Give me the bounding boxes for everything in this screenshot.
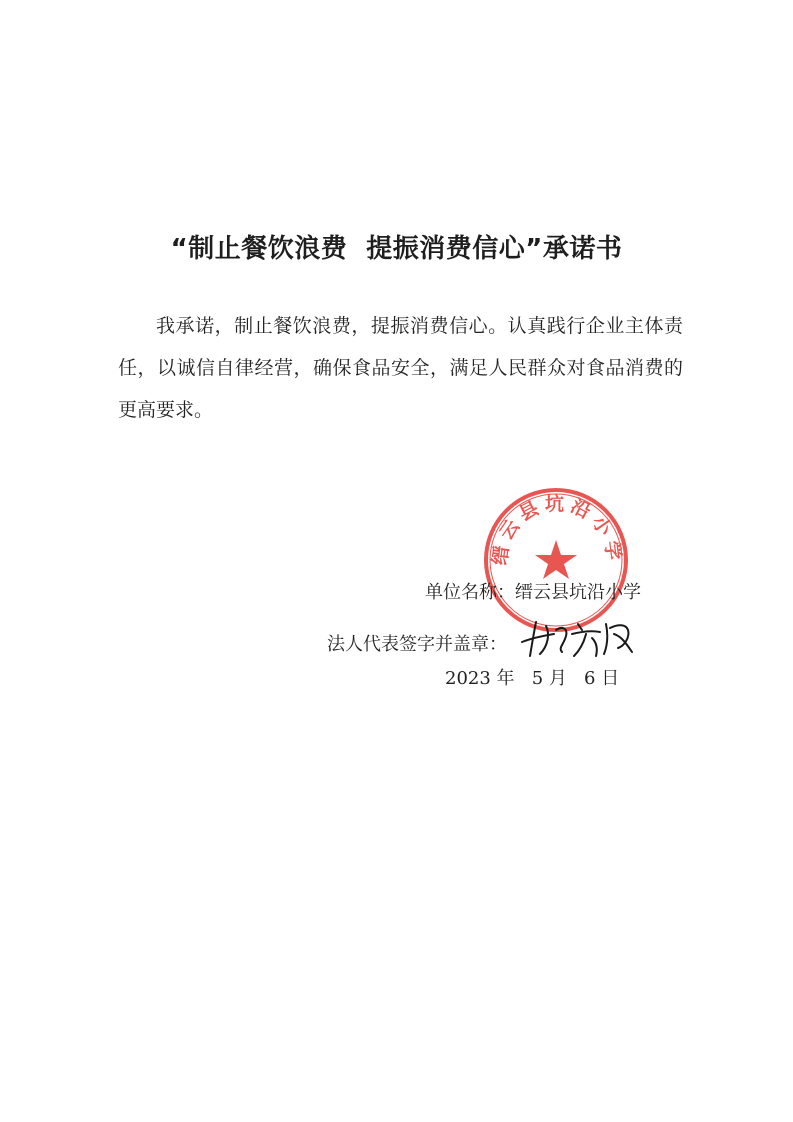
signature-graphic (510, 612, 640, 660)
commitment-paragraph: 我承诺，制止餐饮浪费，提振消费信心。认真践行企业主体责任，以诚信自律经营，确保食品安全，满足人民群众对食品消费的更高要求。 (118, 315, 683, 421)
document-date: 2023 年 5 月 6 日 (445, 668, 620, 689)
legal-representative-label: 法人代表签字并盖章： (327, 634, 507, 655)
seal-text: 缙云县坑沿小学 (489, 492, 625, 567)
unit-name-label: 单位名称： (425, 582, 515, 603)
legal-representative-line (327, 630, 507, 656)
handwritten-signature (510, 612, 640, 660)
document-title: “制止餐饮浪费 提振消费信心”承诺书 (170, 234, 623, 264)
unit-name-line (425, 578, 641, 604)
unit-name-value: 缙云县坑沿小学 (515, 582, 641, 603)
seal-star-icon (535, 540, 577, 579)
